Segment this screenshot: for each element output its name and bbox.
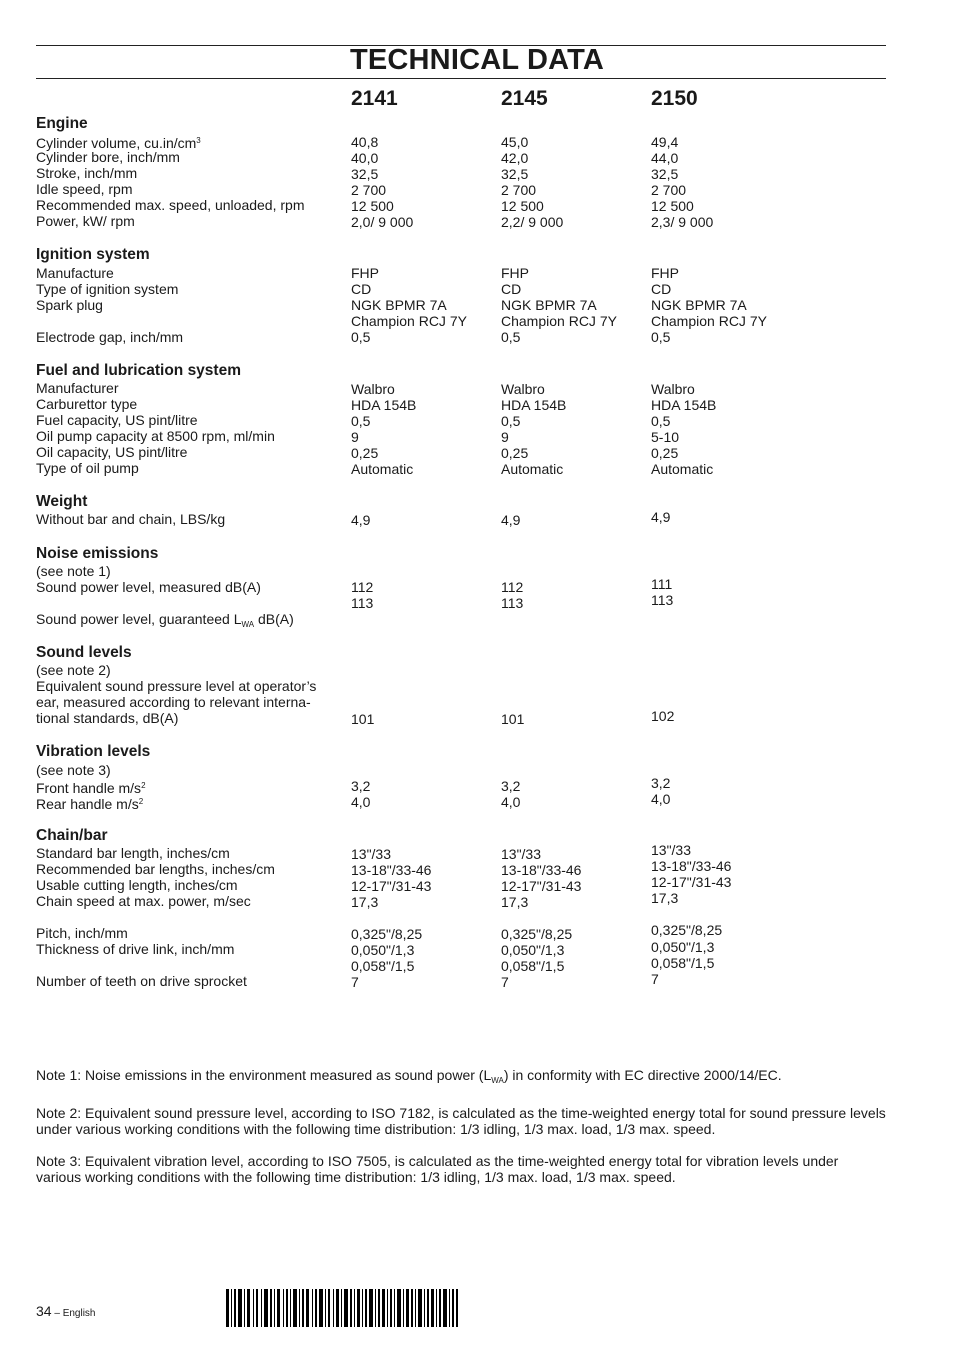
page-number: 34: [36, 1303, 52, 1319]
value-cell: 0,050"/1,3: [651, 939, 715, 955]
value-cell: 4,9: [651, 509, 671, 525]
row-label-idle-speed: Idle speed, rpm: [36, 181, 133, 197]
value-cell: 9: [351, 429, 359, 445]
row-label-cylinder-bore: Cylinder bore, inch/mm: [36, 149, 180, 165]
value-cell: CD: [651, 281, 672, 297]
row-label-electrode-gap: Electrode gap, inch/mm: [36, 329, 184, 345]
section-heading-weight: Weight: [36, 493, 88, 510]
row-label-spark-plug: Spark plug: [36, 297, 103, 313]
row-label-teeth: Number of teeth on drive sprocket: [36, 973, 247, 989]
value-cell: 40,8: [351, 134, 379, 150]
value-cell: 12-17"/31-43: [501, 878, 582, 894]
page-title: TECHNICAL DATA: [349, 44, 605, 76]
row-label-front-handle: Front handle $m/s^2$: [36, 780, 146, 796]
value-cell: HDA 154B: [651, 397, 717, 413]
value-cell: 101: [501, 711, 525, 727]
value-cell: Automatic: [651, 461, 714, 477]
value-cell: 42,0: [501, 150, 529, 166]
value-cell: 0,25: [351, 445, 379, 461]
value-cell: FHP: [351, 265, 379, 281]
note-3: Note 3: Equivalent vibration level, according to ISO 7505, is calculated as the time-weighted energy total for vibration levels under various working conditions with the following time distribution: 1/3 idling, 1/3 max. load, 1/3 max. speed.: [36, 1153, 839, 1185]
value-cell: 49,4: [651, 134, 679, 150]
value-cell: 13-18"/33-46: [351, 862, 432, 878]
row-label-sound-measured: Sound power level, measured dB(A): [36, 579, 261, 595]
row-label-oil-pump-capacity: Oil pump capacity at 8500 rpm, ml/min: [36, 428, 275, 444]
value-cell: 2,0/ 9 000: [351, 214, 414, 230]
value-cell: 2 700: [351, 182, 387, 198]
row-label-equivalent-line2: ear, measured according to relevant interna-: [36, 694, 311, 710]
value-cell: 112: [501, 579, 524, 595]
value-cell: 13-18"/33-46: [501, 862, 582, 878]
row-label-sound-guaranteed: Sound power level, guaranteed $L_{WA}$ dB(A): [36, 611, 294, 629]
value-cell: 0,5: [351, 413, 371, 429]
value-cell: 0,25: [501, 445, 529, 461]
section-heading-noise: Noise emissions: [36, 545, 159, 562]
value-cell: 4,9: [351, 512, 371, 528]
value-cell: 3,2: [651, 775, 671, 791]
row-label-ignition-type: Type of ignition system: [36, 281, 179, 297]
value-cell: 0,5: [651, 329, 671, 345]
model-header-2150: 2150: [651, 87, 698, 110]
value-cell: Champion RCJ 7Y: [351, 313, 467, 329]
value-cell: 12 500: [501, 198, 544, 214]
value-cell: CD: [501, 281, 522, 297]
value-cell: 2 700: [651, 182, 687, 198]
section-heading-ignition: Ignition system: [36, 246, 150, 263]
value-cell: HDA 154B: [501, 397, 567, 413]
value-cell: 113: [651, 592, 674, 608]
value-cell: 113: [501, 595, 524, 611]
value-cell: 0,325"/8,25: [501, 926, 573, 942]
value-cell: 0,5: [501, 329, 521, 345]
value-cell: 12 500: [351, 198, 394, 214]
row-label-manufacturer: Manufacturer: [36, 380, 119, 396]
value-cell: 4,0: [501, 794, 521, 810]
value-cell: 5-10: [651, 429, 680, 445]
note-reference: (see note 1): [36, 563, 111, 579]
value-cell: 0,050"/1,3: [351, 942, 415, 958]
row-label-oil-capacity: Oil capacity, US pint/litre: [36, 444, 188, 460]
row-label-cylinder-volume: Cylinder volume, $cu.in/cm^3$: [36, 135, 201, 151]
row-label-manufacture: Manufacture: [36, 265, 114, 281]
value-cell: Automatic: [351, 461, 414, 477]
value-cell: 13-18"/33-46: [651, 858, 732, 874]
value-cell: CD: [351, 281, 372, 297]
value-cell: 32,5: [501, 166, 529, 182]
row-label-max-speed: Recommended max. speed, unloaded, rpm: [36, 197, 305, 213]
section-heading-engine: Engine: [36, 115, 88, 132]
note-2: Note 2: Equivalent sound pressure level, according to ISO 7182, is calculated as the time-weighted energy total for sound pressure levels under various working conditions with the following time distribution: 1/3 idling, 1/3 max. load, 1/3 max. speed.: [36, 1105, 886, 1137]
value-cell: 32,5: [651, 166, 679, 182]
value-cell: 101: [351, 711, 375, 727]
value-cell: 0,325"/8,25: [351, 926, 423, 942]
value-cell: 9: [501, 429, 509, 445]
value-cell: FHP: [501, 265, 529, 281]
row-label-cutting-length: Usable cutting length, inches/cm: [36, 877, 238, 893]
value-cell: 12-17"/31-43: [651, 874, 732, 890]
value-cell: 17,3: [651, 890, 679, 906]
model-header-2141: 2141: [351, 87, 398, 110]
note-reference: (see note 2): [36, 662, 111, 678]
row-label-rear-handle: Rear handle $m/s^2$: [36, 796, 144, 812]
value-cell: 7: [651, 971, 659, 987]
row-label-oil-pump-type: Type of oil pump: [36, 460, 139, 476]
section-heading-fuel: Fuel and lubrication system: [36, 362, 241, 379]
value-cell: 0,058"/1,5: [351, 958, 415, 974]
value-cell: 2,2/ 9 000: [501, 214, 564, 230]
value-cell: Champion RCJ 7Y: [651, 313, 767, 329]
value-cell: 13"/33: [351, 846, 392, 862]
value-cell: 44,0: [651, 150, 679, 166]
value-cell: HDA 154B: [351, 397, 417, 413]
value-cell: 0,5: [651, 413, 671, 429]
row-label-equivalent-line3: tional standards, dB(A): [36, 710, 179, 726]
value-cell: 0,058"/1,5: [501, 958, 565, 974]
row-label-stroke: Stroke, inch/mm: [36, 165, 138, 181]
value-cell: 17,3: [501, 894, 529, 910]
row-label-power: Power, kW/ rpm: [36, 213, 135, 229]
row-label-fuel-capacity: Fuel capacity, US pint/litre: [36, 412, 198, 428]
row-label-pitch: Pitch, inch/mm: [36, 925, 128, 941]
value-cell: 4,0: [651, 791, 671, 807]
value-cell: 102: [651, 708, 675, 724]
note-1: Note 1: Noise emissions in the environment measured as sound power $(L_{WA})$ in conformity with EC directive 2000/14/EC.: [36, 1067, 782, 1085]
section-heading-chain: Chain/bar: [36, 827, 108, 844]
row-label-drive-link: Thickness of drive link, inch/mm: [36, 941, 235, 957]
value-cell: 0,5: [501, 413, 521, 429]
value-cell: 0,5: [351, 329, 371, 345]
value-cell: 0,058"/1,5: [651, 955, 715, 971]
row-label-carburettor: Carburettor type: [36, 396, 138, 412]
value-cell: 7: [351, 974, 359, 990]
value-cell: 113: [351, 595, 374, 611]
section-heading-vibration: Vibration levels: [36, 743, 151, 760]
row-label-standard-length: Standard bar length, inches/cm: [36, 845, 230, 861]
value-cell: 2,3/ 9 000: [651, 214, 714, 230]
value-cell: 13"/33: [501, 846, 542, 862]
row-label-without-bar: Without bar and chain, LBS/kg: [36, 511, 226, 527]
value-cell: 7: [501, 974, 509, 990]
value-cell: Automatic: [501, 461, 564, 477]
row-label-recommended-lengths: Recommended bar lengths, inches/cm: [36, 861, 275, 877]
value-cell: 4,9: [501, 512, 521, 528]
page-footer: [36, 1303, 96, 1319]
value-cell: 3,2: [501, 778, 521, 794]
value-cell: 32,5: [351, 166, 379, 182]
value-cell: 0,25: [651, 445, 679, 461]
value-cell: 4,0: [351, 794, 371, 810]
footer-language: – English: [51, 1308, 96, 1319]
model-header-2145: 2145: [501, 87, 548, 110]
value-cell: Walbro: [651, 381, 695, 397]
note-reference: (see note 3): [36, 762, 111, 778]
barcode-image: [226, 1289, 458, 1327]
value-cell: 2 700: [501, 182, 537, 198]
value-cell: Champion RCJ 7Y: [501, 313, 617, 329]
value-cell: 112: [351, 579, 374, 595]
section-heading-sound: Sound levels: [36, 644, 132, 661]
value-cell: 0,325"/8,25: [651, 922, 723, 938]
value-cell: 12-17"/31-43: [351, 878, 432, 894]
value-cell: 17,3: [351, 894, 379, 910]
value-cell: 3,2: [351, 778, 371, 794]
value-cell: NGK BPMR 7A: [351, 297, 447, 313]
value-cell: Walbro: [351, 381, 395, 397]
value-cell: 111: [651, 576, 673, 592]
value-cell: 13"/33: [651, 842, 692, 858]
value-cell: FHP: [651, 265, 679, 281]
value-cell: NGK BPMR 7A: [651, 297, 747, 313]
notes-block: [36, 1067, 886, 1201]
row-label-equivalent-line1: Equivalent sound pressure level at operator’s: [36, 678, 317, 694]
title-rule: [36, 78, 886, 79]
value-cell: 40,0: [351, 150, 379, 166]
value-cell: Walbro: [501, 381, 545, 397]
row-label-chain-speed: Chain speed at max. power, m/sec: [36, 893, 251, 909]
value-cell: 45,0: [501, 134, 529, 150]
value-cell: 0,050"/1,3: [501, 942, 565, 958]
value-cell: NGK BPMR 7A: [501, 297, 597, 313]
value-cell: 12 500: [651, 198, 694, 214]
